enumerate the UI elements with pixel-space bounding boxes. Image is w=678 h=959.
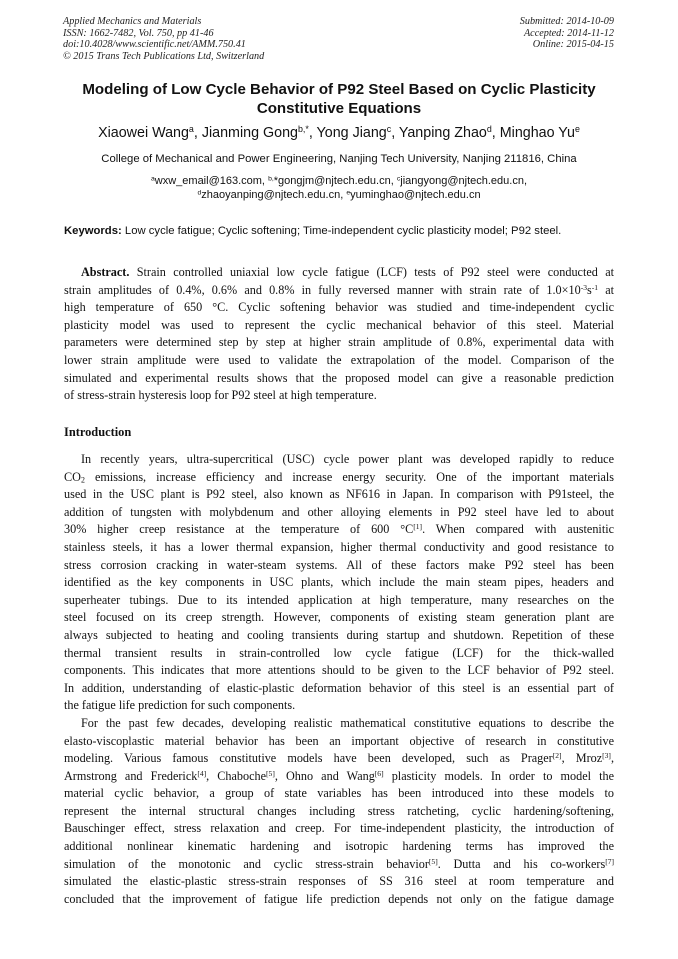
submission-dates [520, 16, 614, 51]
author-name: Xiaowei Wang [98, 125, 189, 141]
author-name: Jianming Gong [201, 125, 298, 141]
section-heading: Introduction [64, 425, 132, 439]
author-name: Yong Jiang [316, 125, 387, 141]
citation: [3] [602, 750, 611, 760]
citation: [5] [428, 856, 438, 866]
email-link[interactable]: wxw_email@163.com, [154, 175, 265, 187]
author-mark: e [575, 124, 580, 135]
email-link[interactable]: zhaoyanping@njtech.edu.cn, [201, 189, 344, 201]
affiliation: College of Mechanical and Power Engineering, Nanjing Tech University, Nanjing 211816, China [101, 153, 577, 165]
accepted-date: Accepted: 2014-11-12 [523, 27, 614, 39]
citation: [7] [605, 856, 614, 866]
citation: [1] [413, 522, 423, 532]
citation: [2] [552, 750, 562, 760]
journal-issn: ISSN: 1662-7482, Vol. 750, pp 41-46 [63, 27, 214, 39]
abstract-label: Abstract. [81, 265, 130, 279]
journal-info [63, 16, 264, 62]
keywords [64, 224, 624, 238]
author-mark: b,* [297, 124, 309, 135]
email-link[interactable]: gongjm@njtech.edu.cn, [278, 175, 394, 187]
journal-name: Applied Mechanics and Materials [63, 16, 202, 27]
author-mark: d [486, 124, 492, 135]
keywords-text: Low cycle fatigue; Cyclic softening; Time-independent cyclic plasticity model; P92 steel. [124, 225, 562, 237]
journal-copyright: © 2015 Trans Tech Publications Ltd, Switzerland [63, 50, 265, 62]
email-link[interactable]: jiangyong@njtech.edu.cn, [400, 175, 528, 187]
abstract: Abstract. Strain controlled uniaxial low cycle fatigue (LCF) tests of P92 steel were conducted at strain amplitudes of 0.4%, 0.6% and 0.8% in fully reversed manner with strain rate of $1.0\times 10^{-3}s^{-1}$ at high temperature of 650 °C. Cyclic softening behavior was studied and time-independent cyclic plasticity model was used to represent the cyclic mechanical behavior of this steel. Material parameters were determined step by step at higher strain amplitude of 0.8%, experimental data with lower strain amplitude were used to validate the extrapolation of the model. Comparison of the simulated and experimental results shows that the proposed model can give a reasonable prediction of stress-strain hysteresis loop for P92 steel at high temperature. [64, 265, 615, 403]
paper-title: Modeling of Low Cycle Behavior of P92 Steel Based on Cyclic Plasticity Constitutive Equations [82, 81, 596, 117]
email-link[interactable]: yuminghao@njtech.edu.cn [350, 189, 481, 201]
author-list: Xiaowei Wang$^a$, Jianming Gong$^{b,*}$, Yong Jiang$^c$, Yanping Zhao$^d$, Minghao Yu$^e$ [98, 124, 580, 141]
citation: [5] [266, 768, 275, 778]
author-mark: a [188, 124, 194, 135]
citation: [4] [197, 768, 207, 778]
author-name: Yanping Zhao [398, 125, 487, 141]
citation: [6] [374, 768, 384, 778]
online-date: Online: 2015-04-15 [532, 39, 614, 51]
introduction-body: In recently years, ultra-supercritical (USC) cycle power plant was developed rapidly to reduce $CO_2$ emissions, increase efficiency and increase energy security. One of the important materials used in the USC plant is P92 steel, also known as NF616 in Japan. In comparison with P91steel, the addition of tungsten with molybdenum and other alloying elements in P92 steel have led to about 30% higher creep resistance at the temperature of 600 °C[1]. When compared with austenitic stainless steels, it has a lower thermal expansion, higher thermal conductivity and good resistance to stress corrosion cracking in water-steam systems. All of these factors make P92 steel has been identified as the key components in USC plants, which include the main steam pipes, headers and superheater tubings. Due to its intended application at high temperature, many researches on the steel focused on its creep strength. However, components of existing steam generation plant are always subjected to heating and cooling transients during startup and shutdown. Repetition of these thermal transient results in strain-controlled low cycle fatigue (LCF) for the thick-walled components. This indicates that more attentions should to be given to the LCF behavior of P92 steel. In addition, understanding of elastic-plastic deformation behavior of this steel is an essential part of the fatigue life prediction for such components. For the past few decades, developing realistic mathematical constitutive equations to describe the elasto-viscoplastic material behavior has been an important objective of research in constitutive modeling. Various famous constitutive models have been developed, such as Prager[2], Mroz[3], Armstrong and Frederick[4], Chaboche[5], Ohno and Wang[6] plasticity models. In order to model the material cyclic behavior, a group of state variables has been introduced into these models to represent the internal structural changes including stress ratcheting, cyclic hardening/softening, Bauschinger effect, stress relaxation and creep. For time-independent plasticity, the introduction of additional nonlinear kinematic hardening and isotropic hardening terms has improved the simulation of the monotonic and cyclic stress-strain behavior[5]. Dutta and his co-workers[7] simulated the elastic-plastic stress-strain responses of SS 316 steel at room temperature and concluded that the improvement of fatigue life prediction depends not only on the fatigue damage [64, 452, 614, 906]
author-mark: c [386, 124, 392, 135]
keywords-label: Keywords: [64, 225, 122, 237]
email-list: $^a$wxw_email@163.com, $^{b,}$*gongjm@njtech.edu.cn, $^c$jiangyong@njtech.edu.cn, $^d$zhaoyanping@njtech.edu.cn, $^e$yuminghao@njtech.edu.cn [150, 175, 528, 201]
submitted-date: Submitted: 2014-10-09 [519, 16, 614, 27]
journal-doi: doi:10.4028/www.scientific.net/AMM.750.41 [63, 39, 246, 51]
author-name: Minghao Yu [499, 125, 575, 141]
